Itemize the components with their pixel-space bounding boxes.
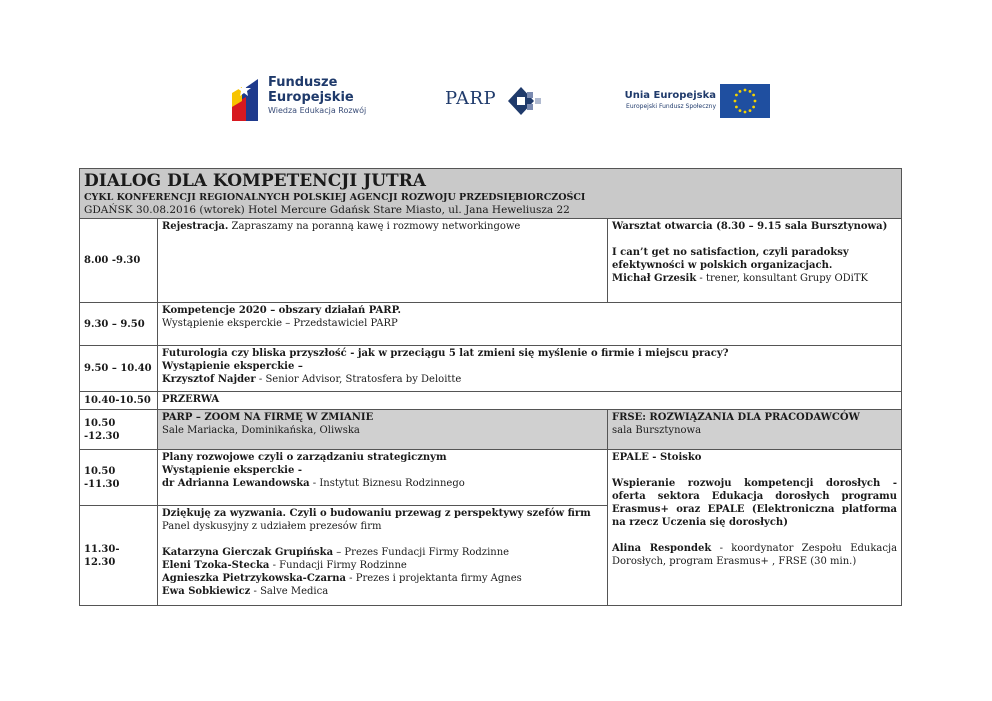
agenda-table: [79, 168, 902, 606]
epale-title: EPALE - Stoisko: [612, 452, 702, 463]
session-subtitle: Wystąpienie eksperckie -: [162, 465, 302, 476]
session-cell: [158, 303, 902, 346]
speaker-role: - Instytut Biznesu Rodzinnego: [309, 478, 465, 489]
speaker-name: dr Adrianna Lewandowska: [162, 478, 310, 489]
agenda-row-competences: [80, 303, 902, 346]
track-parp-cell: [158, 410, 608, 450]
session-cell: [158, 450, 608, 506]
fe-line2: Europejskie: [268, 90, 354, 105]
header-cell: [80, 169, 902, 219]
speaker-role: - Senior Advisor, Stratosfera by Deloitte: [255, 374, 462, 385]
panelist-role: - Fundacji Firmy Rodzinne: [269, 560, 407, 571]
time-cell: 10.50 -11.30: [80, 450, 158, 506]
fe-line1: Fundusze: [268, 75, 338, 90]
eu-text: [604, 90, 716, 111]
workshop-topic: I can’t get no satisfaction, czyli paradoksy efektywności w polskich organizacjach.: [612, 247, 849, 271]
panelist-name: Eleni Tzoka-Stecka: [162, 560, 270, 571]
time-cell: 9.50 – 10.40: [80, 346, 158, 392]
epale-cell: [608, 450, 902, 606]
track-frse-room: sala Bursztynowa: [612, 425, 702, 436]
break-label: PRZERWA: [162, 394, 220, 405]
agenda-row-strategy: [80, 450, 902, 506]
page-subtitle: CYKL KONFERENCJI REGIONALNYCH POLSKIEJ AGENCJI ROZWOJU PRZEDSIĘBIORCZOŚCI: [84, 192, 586, 203]
fundusze-europejskie-logo: [230, 73, 390, 129]
panelist: [162, 572, 603, 585]
header-row: [80, 169, 902, 219]
session-subtitle: Wystąpienie eksperckie –: [162, 361, 303, 372]
session-title: Futurologia czy bliska przyszłość - jak w przeciągu 5 lat zmieni się myślenie o firmie i miejscu pracy?: [162, 348, 729, 359]
session-title: Plany rozwojowe czyli o zarządzaniu strategicznym: [162, 452, 447, 463]
panelist-role: – Prezes Fundacji Firmy Rodzinne: [333, 547, 510, 558]
session-title: Kompetencje 2020 – obszary działań PARP.: [162, 305, 401, 316]
workshop-title: Warsztat otwarcia (8.30 – 9.15 sala Bursztynowa): [612, 221, 888, 232]
track-parp-title: PARP – ZOOM NA FIRMĘ W ZMIANIE: [162, 412, 374, 423]
session-title: Rejestracja.: [162, 221, 229, 232]
time-cell: 9.30 – 9.50: [80, 303, 158, 346]
event-location: GDAŃSK 30.08.2016 (wtorek) Hotel Mercure Gdańsk Stare Miasto, ul. Jana Heweliusza 22: [84, 204, 570, 216]
panelist-name: Katarzyna Gierczak Grupińska: [162, 547, 334, 558]
epale-speaker: Alina Respondek: [612, 543, 712, 554]
session-text: Wystąpienie eksperckie – Przedstawiciel PARP: [162, 318, 398, 329]
eu-flag-icon: [720, 84, 770, 118]
time-cell: 10.50 -12.30: [80, 410, 158, 450]
session-cell: [158, 506, 608, 606]
eu-logo: [604, 84, 774, 120]
agenda-row-break: [80, 392, 902, 410]
session-cell: [158, 346, 902, 392]
page-title: DIALOG DLA KOMPETENCJI JUTRA: [84, 171, 427, 191]
time-cell: 8.00 -9.30: [80, 219, 158, 303]
workshop-cell: [608, 219, 902, 303]
session-title: Dziękuję za wyzwania. Czyli o budowaniu przewag z perspektywy szefów firm: [162, 508, 591, 519]
panelist-role: - Salve Medica: [250, 586, 329, 597]
panelist-name: Agnieszka Pietrzykowska-Czarna: [162, 573, 346, 584]
time-cell: 11.30- 12.30: [80, 506, 158, 606]
session-text: Panel dyskusyjny z udziałem prezesów firm: [162, 521, 382, 532]
panelist-role: - Prezes i projektanta firmy Agnes: [345, 573, 522, 584]
logo-bar: [0, 0, 992, 140]
epale-topic: Wspieranie rozwoju kompetencji dorosłych - oferta sektora Edukacja dorosłych programu Erasmus+ oraz EPALE (Elektroniczna platforma na rzecz Uczenia się dorosłych): [612, 478, 898, 528]
track-frse-title: FRSE: ROZWIĄZANIA DLA PRACODAWCÓW: [612, 412, 860, 423]
panelist: [162, 546, 603, 559]
epale-speaker-role: - koordynator Zespołu Edukacja Dorosłych, program Erasmus+ , FRSE (30 min.): [612, 543, 898, 567]
agenda-row-futurology: [80, 346, 902, 392]
agenda-row-parallel-header: [80, 410, 902, 450]
agenda-row-registration: [80, 219, 902, 303]
fe-text: [268, 75, 366, 117]
session-cell: [158, 219, 608, 303]
eu-line1: Unia Europejska: [624, 90, 716, 101]
track-parp-rooms: Sale Mariacka, Dominikańska, Oliwska: [162, 425, 360, 436]
time-cell: 10.40-10.50: [80, 392, 158, 410]
speaker-role: - trener, konsultant Grupy ODiTK: [696, 273, 869, 284]
eu-line2: Europejski Fundusz Społeczny: [626, 103, 716, 110]
speaker-name: Krzysztof Najder: [162, 374, 256, 385]
session-cell: [158, 392, 902, 410]
panelist: [162, 585, 603, 598]
speaker-name: Michał Grzesik: [612, 273, 697, 284]
fe-line3: Wiedza Edukacja Rozwój: [268, 106, 367, 115]
track-frse-cell: [608, 410, 902, 450]
fe-flag-icon: [230, 75, 260, 125]
panelist: [162, 559, 603, 572]
session-text: Zapraszamy na poranną kawę i rozmowy networkingowe: [228, 221, 521, 232]
parp-text: PARP: [445, 88, 497, 109]
parp-diamond-icon: [507, 86, 543, 116]
panelist-name: Ewa Sobkiewicz: [162, 586, 251, 597]
